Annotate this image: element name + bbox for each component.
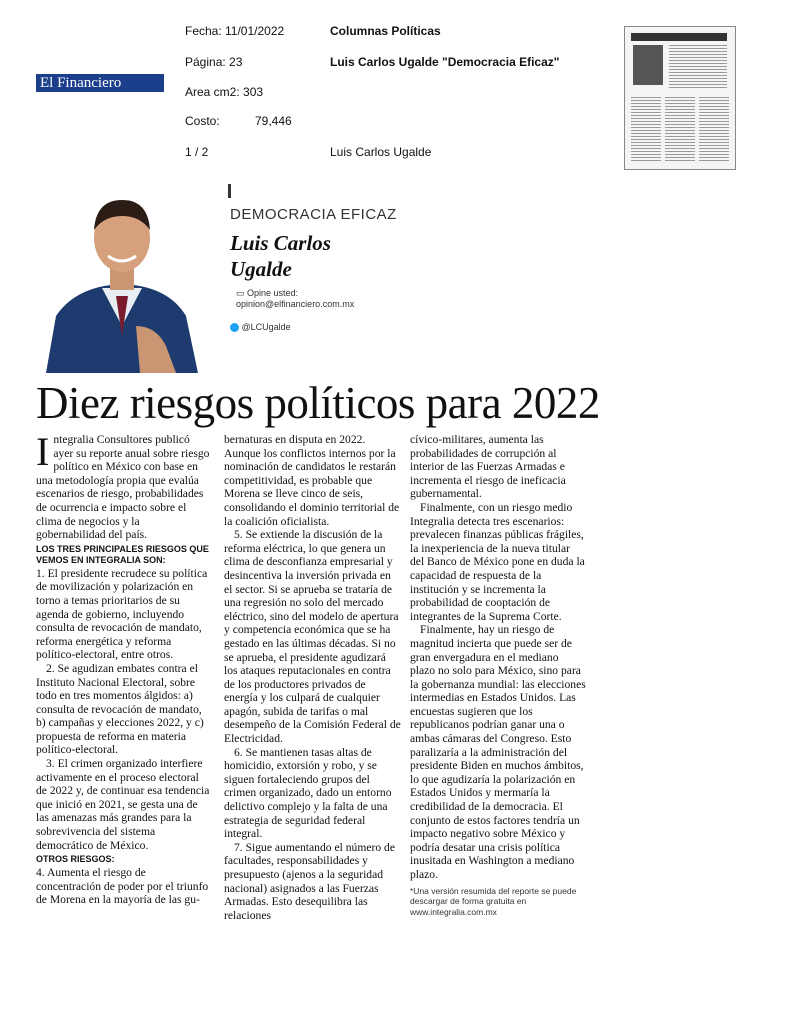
risk-1: 1. El presidente recrudece su política de movilización y polarización en torno a temas prioritarios de su agenda de gobierno, incluyendo consulta de revocación de mandato, reforma energética y reforma político-electoral, entre otros. — [36, 566, 208, 662]
author-first-name: Luis Carlos — [230, 231, 331, 255]
intro-paragraph: ntegralia Consultores publicó ayer su reporte anual sobre riesgo político en México con base en una metodología propia que evalúa escenarios de riesgo, probabilidades de ocurrencia e impacto sobre el clima de negocios y la gobernabilidad del país. — [36, 433, 210, 542]
risk-5: 5. Se extiende la discusión de la reforma eléctrica, lo que genera un clima de desconfianza empresarial y desincentiva la inversión privada en el sector. Si se aprueba se trataría de una regresión no solo del mercado eléctrico, sino del modelo de apertura y competencia económica que se ha gestado en las últimas décadas. Si no se aprueba, el presidente agudizará los ataques reputacionales en contra de los productores privados de energía y los culpará de cualquier apagón, subida de tarifas o mal desempeño de la Comisión Federal de Electricidad. — [224, 528, 401, 746]
twitter-handle[interactable]: @LCUgalde — [241, 322, 291, 332]
twitter-block — [230, 322, 291, 332]
twitter-icon — [230, 323, 239, 332]
subhead-other-risks: OTROS RIESGOS: — [36, 854, 115, 865]
el-financiero-logo: El Financiero — [36, 74, 164, 92]
risk-7-cont: cívico-militares, aumenta las probabilidades de corrupción al interior de las Fuerzas Armadas e incrementa el riesgo de ineficacia gubernamental. — [410, 433, 566, 501]
opine-label: Opine usted: — [247, 288, 299, 298]
medium-risks: Finalmente, con un riesgo medio Integralia detecta tres escenarios: prevalecen finanzas públicas frágiles, la inexperiencia de la nueva titular del Banco de México pone en duda la capacidad de respuesta de la institución y se incrementa la probabilidad de cooptación de integrantes de la Suprema Corte. — [410, 500, 585, 623]
comment-icon: ▭ — [236, 288, 248, 298]
subhead-main-risks: LOS TRES PRINCIPALES RIESGOS QUE VEMOS EN INTEGRALIA SON: — [36, 543, 209, 565]
section-name: Columnas Políticas — [330, 24, 441, 38]
author-last-name: Ugalde — [230, 257, 292, 281]
area-text: Area cm2: 303 — [185, 85, 264, 99]
author-name — [230, 230, 331, 282]
article-column-2 — [224, 433, 402, 922]
page-thumbnail — [624, 26, 736, 170]
column-title: Luis Carlos Ugalde "Democracia Eficaz" — [330, 55, 560, 69]
risk-4: 4. Aumenta el riesgo de concentración de poder por el triunfo de Morena en la mayoría de las gu- — [36, 866, 209, 907]
author-portrait — [36, 176, 208, 373]
risk-6: 6. Se mantienen tasas altas de homicidio, extorsión y robo, y se siguen fortaleciendo grupos del crimen organizado, dado un entorno delictivo complejo y la falta de una estrategia de seguridad federal integral. — [224, 745, 392, 841]
article-column-3 — [410, 433, 586, 917]
article-headline: Diez riesgos políticos para 2022 — [36, 378, 600, 428]
costo-value: 79,446 — [255, 114, 292, 128]
uncertain-risk: Finalmente, hay un riesgo de magnitud incierta que puede ser de gran envergadura en el mediano plazo no solo para México, sino para la gobernanza mundial: las elecciones intermedias en Estados Unidos. Las encuestas sugieren que los republicanos podrían ganar una o ambas cámaras del Congreso. Esto paralizaría a la administración del presidente Biden en muchos ámbitos, lo que agudizaría la polarización en Estados Unidos y mermaría la credibilidad de la democracia. El conjunto de estos factores tendría un impacto negativo sobre México y podría desatar una crisis política inusitada en Washington a mediano plazo. — [410, 623, 586, 881]
portrait-illustration — [36, 176, 208, 373]
risk-3: 3. El crimen organizado interfiere activamente en el proceso electoral de 2022 y, de continuar esa tendencia que inició en 2021, se gesta una de las amenazas más grandes para la sobrevivencia del sistema democrático de México. — [36, 757, 210, 852]
author-line: Luis Carlos Ugalde — [330, 145, 432, 159]
article-column-1 — [36, 429, 210, 907]
costo-label: Costo: — [185, 114, 220, 128]
opine-block — [236, 288, 354, 310]
pagina-text: Página: 23 — [185, 55, 243, 69]
fecha-text: Fecha: 11/01/2022 — [185, 24, 285, 38]
column-kicker: DEMOCRACIA EFICAZ — [230, 206, 397, 223]
risk-7: 7. Sigue aumentando el número de facultades, responsabilidades y presupuesto (ajenos a la seguridad nacional) asignados a las Fuerzas Armadas. Esto desequilibra las relaciones — [224, 840, 395, 922]
risk-4-cont: bernaturas en disputa en 2022. Aunque los conflictos internos por la nominación de candidatos le restarán competitividad, es probable que Morena se lleve cinco de seis, consolidando el dominio territorial de la coalición oficialista. — [224, 433, 400, 528]
kicker-marker — [228, 184, 231, 198]
page-count: 1 / 2 — [185, 145, 209, 159]
author-email[interactable]: opinion@elfinanciero.com.mx — [236, 299, 355, 309]
risk-2: 2. Se agudizan embates contra el Instituto Nacional Electoral, sobre todo en tres momentos álgidos: a) consulta de revocación de mandato, b) campañas y elecciones 2022, y c) propuesta de reforma en materia político-electoral. — [36, 661, 204, 757]
drop-cap: I — [36, 429, 50, 474]
footnote: *Una versión resumida del reporte se puede descargar de forma gratuita en www.integralia.com.mx — [410, 885, 577, 917]
